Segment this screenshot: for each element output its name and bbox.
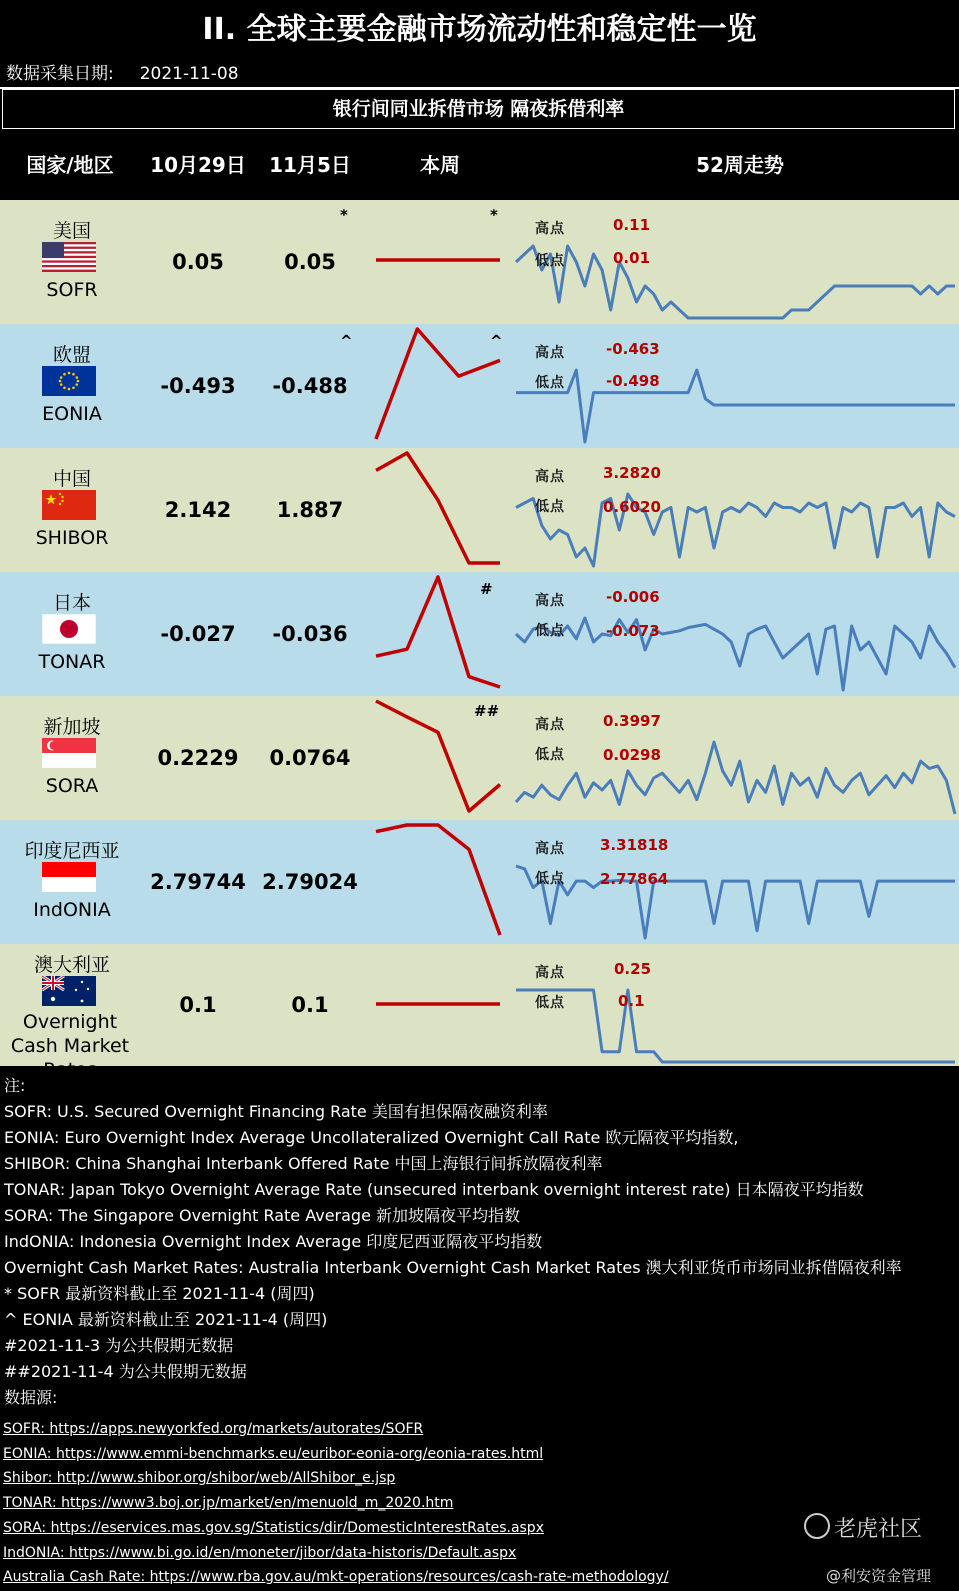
header-week: 本周 xyxy=(420,153,460,177)
low-label: 低点 xyxy=(535,623,565,639)
sg-flag-icon xyxy=(42,738,96,768)
footnote-mark: * xyxy=(340,206,348,224)
footnote-mark: * xyxy=(490,206,498,224)
tiger-logo-icon xyxy=(804,1513,830,1539)
low-label: 低点 xyxy=(535,747,565,763)
table-row xyxy=(0,820,959,944)
low-value: 0.1 xyxy=(618,992,645,1010)
footnote-mark: ^ xyxy=(490,332,503,350)
high-value: -0.006 xyxy=(606,588,660,606)
trend-series-line xyxy=(516,990,955,1062)
week-sparkline xyxy=(372,944,504,1068)
trend-series-line xyxy=(516,370,955,442)
id-flag-icon xyxy=(42,862,96,892)
rate-code: SOFR xyxy=(46,279,98,301)
value-nov5: 2.79024 xyxy=(262,870,358,894)
table-row xyxy=(0,696,959,820)
source-link[interactable]: EONIA: https://www.emmi-benchmarks.eu/euribor-eonia-org/eonia-rates.html xyxy=(3,1445,544,1462)
footnote-mark: ## xyxy=(474,702,500,720)
value-oct29: -0.493 xyxy=(160,374,236,398)
low-value: -0.498 xyxy=(606,372,660,390)
low-value: 0.6020 xyxy=(603,498,661,516)
country-name: 新加坡 xyxy=(43,716,101,738)
value-oct29: 0.05 xyxy=(172,250,224,274)
cn-flag-icon xyxy=(42,490,96,520)
section-title: 银行间同业拆借市场 隔夜拆借利率 xyxy=(2,89,955,129)
value-oct29: 2.142 xyxy=(164,498,232,522)
header-oct29: 10月29日 xyxy=(150,153,246,177)
trend-series-line xyxy=(516,618,955,690)
source-link[interactable]: SOFR: https://apps.newyorkfed.org/markets/autorates/SOFR xyxy=(3,1421,424,1437)
rate-code: TONAR xyxy=(38,651,106,673)
low-value: 0.01 xyxy=(613,249,651,267)
header-nov5: 11月5日 xyxy=(269,153,351,177)
note-line: SORA: The Singapore Overnight Rate Average 新加坡隔夜平均指数 xyxy=(4,1206,521,1225)
high-value: 0.25 xyxy=(614,960,652,978)
week-sparkline xyxy=(372,200,504,324)
note-line: #2021-11-3 为公共假期无数据 xyxy=(4,1336,234,1355)
note-line: IndONIA: Indonesia Overnight Index Average 印度尼西亚隔夜平均指数 xyxy=(4,1232,543,1251)
high-label: 高点 xyxy=(535,593,565,609)
high-value: 3.2820 xyxy=(603,464,661,482)
country-name: 美国 xyxy=(52,220,91,242)
low-value: 2.77864 xyxy=(600,870,669,888)
low-label: 低点 xyxy=(535,499,565,515)
watermark-handle: @利安资金管理 xyxy=(826,1567,932,1585)
page-title: II. 全球主要金融市场流动性和稳定性一览 xyxy=(202,12,757,47)
note-line: SHIBOR: China Shanghai Interbank Offered Rate 中国上海银行间拆放隔夜利率 xyxy=(4,1154,603,1173)
high-label: 高点 xyxy=(535,717,565,733)
source-link[interactable]: IndONIA: https://www.bi.go.id/en/moneter/jibor/data-historis/Default.aspx xyxy=(3,1544,517,1561)
country-name: 印度尼西亚 xyxy=(24,840,120,862)
trend-chart xyxy=(512,820,959,944)
low-label: 低点 xyxy=(535,375,565,391)
us-flag-icon xyxy=(42,242,96,272)
note-line: ^ EONIA 最新资料截止至 2021-11-4 (周四) xyxy=(4,1310,328,1329)
table-row xyxy=(0,324,959,448)
trend-series-line xyxy=(516,246,955,318)
collection-date xyxy=(6,63,239,85)
high-label: 高点 xyxy=(535,965,565,981)
week-series-line xyxy=(376,329,500,439)
rates-table xyxy=(0,200,959,1081)
week-series-line xyxy=(376,825,500,935)
rate-code: Overnight Cash Market Rates xyxy=(10,1011,130,1081)
value-oct29: 0.1 xyxy=(179,993,217,1017)
week-series-line xyxy=(376,577,500,687)
value-oct29: 2.79744 xyxy=(150,870,246,894)
trend-chart xyxy=(512,200,959,324)
footnote-mark: ^ xyxy=(340,332,353,350)
low-label: 低点 xyxy=(535,871,565,887)
low-value: 0.0298 xyxy=(603,746,661,764)
note-line: ##2021-11-4 为公共假期无数据 xyxy=(4,1362,247,1381)
week-sparkline xyxy=(372,324,504,448)
note-line: Overnight Cash Market Rates: Australia Interbank Overnight Cash Market Rates 澳大利亚货币市场同业拆借隔夜利率 xyxy=(4,1258,902,1277)
note-line: SOFR: U.S. Secured Overnight Financing Rate 美国有担保隔夜融资利率 xyxy=(4,1102,548,1121)
country-name: 中国 xyxy=(52,468,91,490)
jp-flag-icon xyxy=(42,614,96,644)
week-sparkline xyxy=(372,448,504,572)
high-label: 高点 xyxy=(535,345,565,361)
value-oct29: -0.027 xyxy=(160,622,236,646)
eu-flag-icon xyxy=(42,366,96,396)
high-label: 高点 xyxy=(535,841,565,857)
notes xyxy=(4,1073,902,1411)
footnote-mark: # xyxy=(480,580,493,598)
low-label: 低点 xyxy=(535,995,565,1011)
source-link[interactable]: Shibor: http://www.shibor.org/shibor/web/AllShibor_e.jsp xyxy=(3,1470,396,1487)
trend-chart xyxy=(512,572,959,696)
week-sparkline xyxy=(372,696,504,820)
note-line: 数据源: xyxy=(4,1388,58,1407)
source-link[interactable]: Australia Cash Rate: https://www.rba.gov.au/mkt-operations/resources/cash-rate-methodology/ xyxy=(3,1569,669,1586)
au-flag-icon xyxy=(42,976,96,1006)
table-row xyxy=(0,200,959,324)
header-trend: 52周走势 xyxy=(696,153,784,177)
note-line: EONIA: Euro Overnight Index Average Uncollateralized Overnight Call Rate 欧元隔夜平均指数, xyxy=(4,1128,739,1147)
rate-code: IndONIA xyxy=(33,899,111,921)
week-series-line xyxy=(376,701,500,811)
trend-chart xyxy=(512,448,959,572)
note-line: * SOFR 最新资料截止至 2021-11-4 (周四) xyxy=(4,1284,315,1303)
table-row xyxy=(0,572,959,696)
high-label: 高点 xyxy=(535,221,565,237)
value-nov5: -0.488 xyxy=(272,374,348,398)
low-label: 低点 xyxy=(535,253,565,269)
week-series-line xyxy=(376,453,500,563)
country-name: 澳大利亚 xyxy=(33,954,110,976)
table-row xyxy=(0,944,959,1081)
week-sparkline xyxy=(372,820,504,944)
high-label: 高点 xyxy=(535,469,565,485)
week-sparkline xyxy=(372,572,504,696)
high-value: 3.31818 xyxy=(600,836,669,854)
header-country: 国家/地区 xyxy=(26,153,114,177)
high-value: -0.463 xyxy=(606,340,660,358)
low-value: -0.073 xyxy=(606,622,660,640)
value-nov5: 1.887 xyxy=(276,498,344,522)
country-name: 日本 xyxy=(52,592,91,614)
table-row xyxy=(0,448,959,572)
value-nov5: 0.05 xyxy=(284,250,336,274)
trend-chart xyxy=(512,944,959,1068)
note-line: 注: xyxy=(4,1076,26,1095)
rate-code: SORA xyxy=(45,775,99,797)
trend-series-line xyxy=(516,494,955,566)
value-nov5: -0.036 xyxy=(272,622,348,646)
rate-code: EONIA xyxy=(42,403,102,425)
value-nov5: 0.1 xyxy=(291,993,329,1017)
trend-chart xyxy=(512,696,959,820)
high-value: 0.11 xyxy=(613,216,651,234)
value-nov5: 0.0764 xyxy=(269,746,351,770)
value-oct29: 0.2229 xyxy=(157,746,239,770)
country-name: 欧盟 xyxy=(52,344,91,366)
trend-chart xyxy=(512,324,959,448)
high-value: 0.3997 xyxy=(603,712,661,730)
sources xyxy=(3,1417,669,1590)
watermark-brand: 老虎社区 xyxy=(834,1517,923,1542)
source-link[interactable]: TONAR: https://www3.boj.or.jp/market/en/menuold_m_2020.htm xyxy=(3,1495,454,1512)
date-value: 2021-11-08 xyxy=(139,64,239,84)
trend-series-line xyxy=(516,742,955,814)
rate-code: SHIBOR xyxy=(35,527,109,549)
source-link[interactable]: SORA: https://eservices.mas.gov.sg/Statistics/dir/DomesticInterestRates.aspx xyxy=(3,1519,544,1536)
date-label: 数据采集日期: xyxy=(6,64,114,84)
trend-series-line xyxy=(516,866,955,938)
note-line: TONAR: Japan Tokyo Overnight Average Rate (unsecured interbank overnight interest rate) 日本隔夜平均指数 xyxy=(4,1180,864,1199)
